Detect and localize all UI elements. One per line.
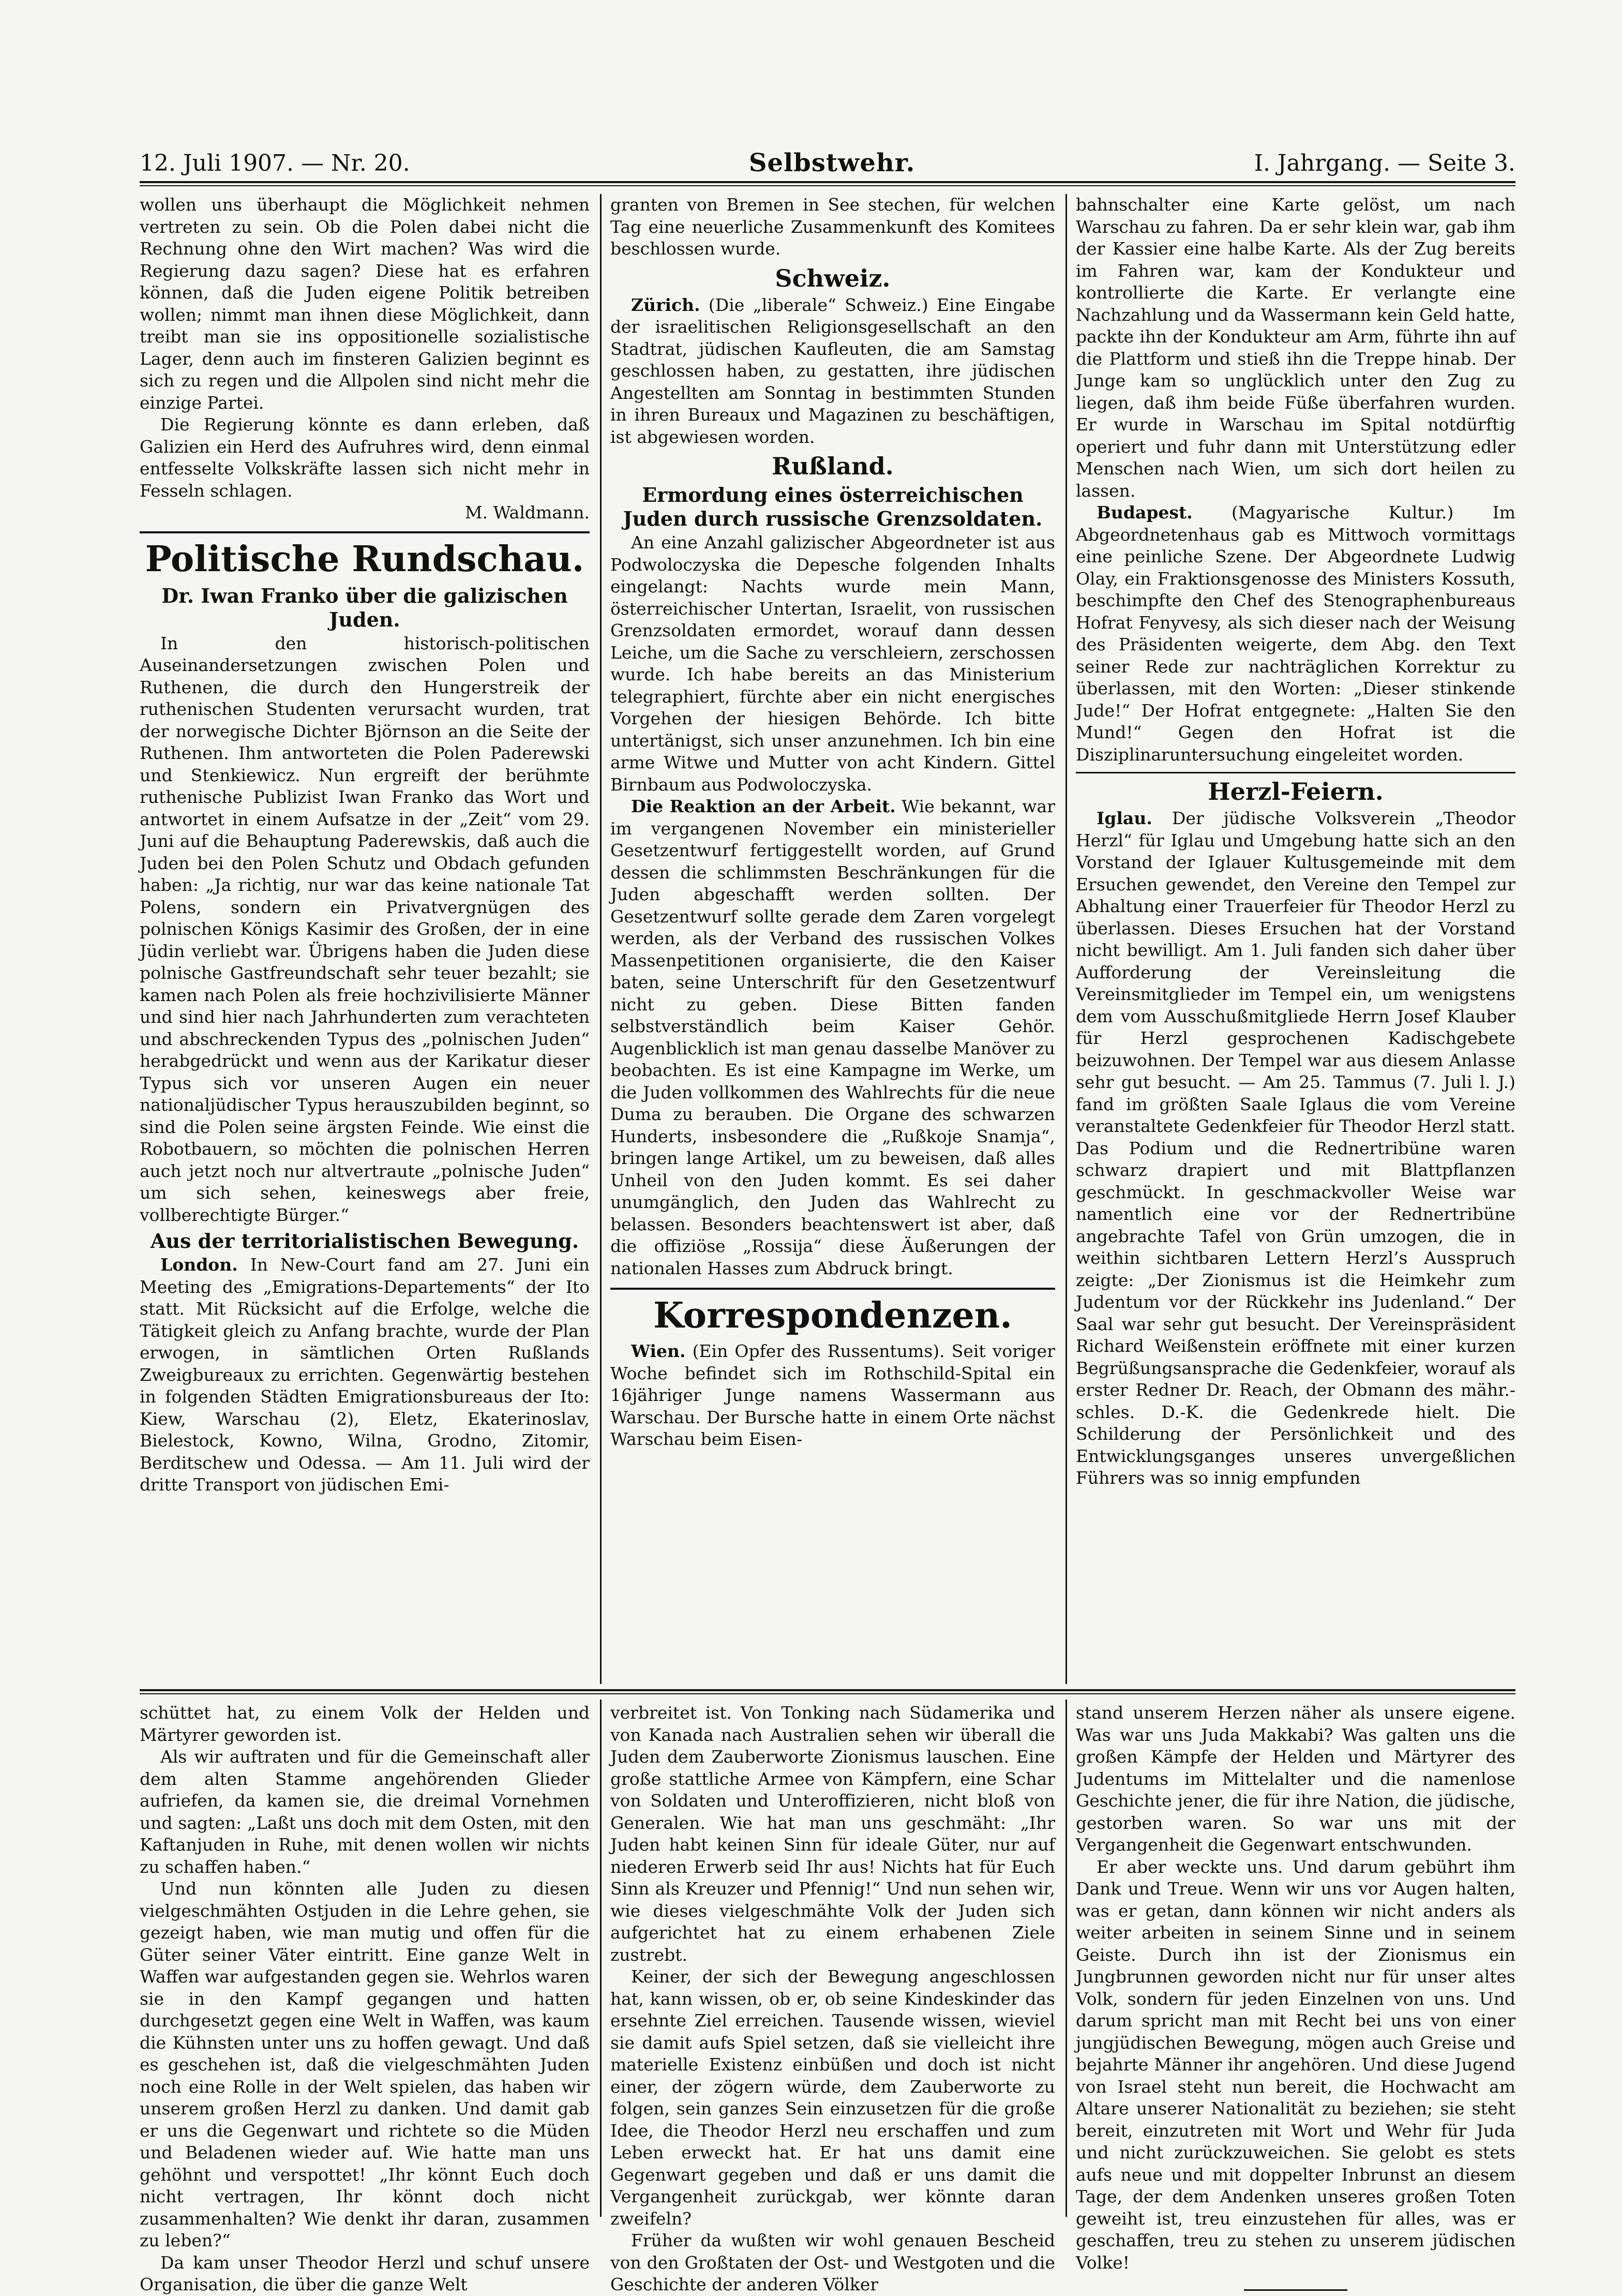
paragraph: granten von Bremen in See stechen, für welchen Tag eine neuerliche Zusammenkunft des Komitees beschlossen wurde.	[610, 195, 1055, 259]
article-text: Wie bekannt, war im vergangenen November ein ministerieller Gesetzentwurf fertiggestellt worden, auf Grund dessen die schlimmsten Beschränkungen für die Juden abgeschafft werden sollten. Der Gesetzentwurf sollte gerade dem Zaren vorgelegt werden, als der Verband des russischen Volkes Massenpetitionen organisierte, die den Kaiser baten, seine Unterschrift für den Gesetzentwurf nicht zu geben. Diese Bitten fanden selbstverständlich beim Kaiser Gehör. Augenblicklich ist man genau dasselbe Manöver zu beobachten. Es ist eine Kampagne im Werke, um die Juden vollkommen des Wahlrechts für die neue Duma zu berauben. Die Organe des schwarzen Hunderts, insbesondere die „Rußkoje Snamja“, bringen lange Artikel, um zu beweisen, daß alles Unheil von den Juden kommt. Es sei daher unumgänglich, den Juden das Wahlrecht zu belassen. Besonders beachtenswert ist aber, daß die offiziöse „Rossija“ diese Äußerungen der nationalen Hasses zum Abdruck bringt.	[610, 796, 1056, 1278]
dateline: Budapest.	[1097, 502, 1193, 523]
article-heading: Aus der territorialistischen Bewegung.	[150, 1229, 579, 1253]
author-signature: M. Waldmann.	[464, 502, 590, 523]
paragraph: Früher da wußten wir wohl genauen Bescheid von den Großtaten der Ost- und Westgoten und die Geschichte der anderen Völker	[610, 2230, 1055, 2294]
horizontal-divider	[140, 1689, 1515, 1691]
newspaper-page	[140, 145, 1515, 2294]
dateline: Zürich.	[631, 294, 700, 315]
horizontal-divider-thin	[140, 1693, 1515, 1694]
paragraph: Da kam unser Theodor Herzl und schuf unsere Organisation, die über die ganze Welt	[140, 2252, 590, 2294]
column-divider	[600, 1699, 602, 2217]
dateline: Iglau.	[1097, 808, 1152, 828]
paragraph: An eine Anzahl galizischer Abgeordneter ist aus Podwoloczyska die Depesche folgenden Inhalts eingelangt: Nachts wurde mein Mann, österreichischer Untertan, Israelit, von russischen Grenzsoldaten ermordet, worauf dann dessen Leiche, um die Sache zu verschleiern, zerschossen wurde. Ich habe bereits an das Ministerium telegraphiert, fürchte aber ein nicht energisches Vorgehen der hiesigen Behörde. Ich bitte untertänigst, sich unser anzunehmen. Ich bin eine arme Witwe und Mutter von acht Kindern. Gittel Birnbaum aus Podwoloczyska.	[610, 532, 1055, 795]
bottom-column-1	[140, 1702, 590, 2294]
article-heading: Dr. Iwan Franko über die galizischen Juden.	[161, 584, 568, 631]
section-heading: Politische Rundschau.	[145, 538, 584, 580]
paragraph: Und nun könnten alle Juden zu diesen vielgeschmähten Ostjuden in die Lehre gehen, sie gezeigt haben, wie man mutig und offen für die Güter seiner Väter eintritt. Eine ganze Welt in Waffen war aufgestanden gegen sie. Wehrlos waren sie in den Kampf gegangen und hatten durchgesetzt gegen eine Welt in Waffen, was kaum die Kühnsten unter uns zu hoffen gewagt. Und daß es geschehen ist, daß die vielgeschmähten Juden noch eine Rolle in der Welt spielen, das haben wir unserem großen Herzl zu danken. Und damit gab er uns die Gegenwart und richtete so die Müden und Beladenen wieder auf. Wie hatte man uns gehöhnt und verspottet! „Ihr könnt Euch doch nicht vertragen, Ihr könnt doch nicht zusammenhalten? Wie denkt ihr daran, zusammen zu leben?“	[140, 1878, 590, 2250]
paragraph: schüttet hat, zu einem Volk der Helden und Märtyrer geworden ist.	[140, 1703, 590, 1745]
country-heading: Herzl-Feiern.	[1208, 778, 1384, 806]
bottom-column-3	[1076, 1702, 1515, 2273]
masthead-title: Selbstwehr.	[748, 148, 915, 177]
article-text: Der jüdische Volksverein „Theodor Herzl“ für Iglau und Umgebung hatte sich an den Vorstand der Iglauer Kultusgemeinde mit dem Ersuchen gewendet, den Vereine den Tempel zur Abhaltung einer Trauerfeier für Theodor Herzl zu überlassen. Dieses Ersuchen hat der Vorstand nicht bewilligt. Am 1. Juli fanden sich daher über Aufforderung der Vereinsleitung die Vereinsmitglieder im Tempel ein, um wenigstens dem vom Ausschußmitgliede Herrn Josef Klauber für Herzl gesprochenen Kadischgebete beizuwohnen. Der Tempel war aus diesem Anlasse sehr gut besucht. — Am 25. Tammus (7. Juli l. J.) fand im größten Saale Iglaus die vom Vereine veranstaltete Gedenkfeier für Theodor Herzl statt. Das Podium und die Rednertribüne waren schwarz drapiert und mit Blattpflanzen geschmückt. In geschmackvoller Weise war namentlich eine vor der Rednertribüne angebrachte Tafel von Grün umzogen, die in weithin sichtbaren Lettern Herzl’s Ausspruch zeigte: „Der Zionismus ist die Heimkehr zum Judentum vor der Rückkehr ins Judenland.“ Der Saal war sehr gut besucht. Der Vereinspräsident Richard Weißenstein eröffnete mit einer kurzen Begrüßungsansprache die Gedenkfeier, worauf als erster Redner Dr. Reach, der Obmann des mähr.-schles. D.-K. die Gedenkrede hielt. Die Schilderung der Persönlichkeit und des Entwicklungsganges unseres unvergeßlichen Führers was so innig empfunden	[1076, 808, 1515, 1488]
header-page-number: I. Jahrgang. — Seite 3.	[1254, 150, 1515, 176]
article-text: (Die „liberale“ Schweiz.) Eine Eingabe der israelitischen Religionsgesellschaft an den Stadtrat, jüdischen Kaufleuten, die am Samstag geschlossen haben, zu gestatten, ihre jüdischen Angestellten am Sonntag in bestimmten Stunden in ihren Bureaux und Magazinen zu beschäftigen, ist abgewiesen worden.	[610, 294, 1055, 447]
end-of-article-rule	[1244, 2289, 1347, 2291]
dateline: Die Reaktion an der Arbeit.	[631, 796, 896, 816]
header-date: 12. Juli 1907. — Nr. 20.	[140, 150, 410, 176]
paragraph: Als wir auftraten und für die Gemeinschaft aller dem alten Stamme angehörenden Glieder aufriefen, da kamen sie, die dreimal Vornehmen und sagten: „Laßt uns doch mit dem Osten, mit den Kaftanjuden in Ruhe, mit denen wollen wir nichts zu schaffen haben.“	[140, 1747, 590, 1877]
paragraph: Er aber weckte uns. Und darum gebührt ihm Dank und Treue. Wenn wir uns vor Augen halten, was er getan, dann können wir nicht anders als weiter arbeiten in seinem Sinne und in seinem Geiste. Durch ihn ist der Zionismus ein Jungbrunnen geworden nicht nur für unser altes Volk, sondern für jeden Einzelnen von uns. Und darum spricht man mit Recht bei uns von einer jungjüdischen Bewegung, mögen auch Greise und bejahrte Männer ihr angehören. Und diese Jugend von Israel steht nun bereit, die Hochwacht am Altare unserer Nationalität zu beziehen; sie steht bereit, einzutreten mit Wort und Wehr für Juda und nicht zurückzuweichen. Sie gelobt es stets aufs neue und mit doppelter Inbrunst an diesem Tage, der dem Andenken unseres großen Toten geweiht ist, treu einzustehen für alles, was er geschaffen, treu zu stehen zu unserem jüdischen Volke!	[1076, 1856, 1515, 2273]
article-text: (Ein Opfer des Russentums). Seit voriger Woche befindet sich im Rothschild-Spital ein 16jähriger Junge namens Wassermann aus Warschau. Der Bursche hatte in einem Orte nächst Warschau beim Eisen-	[610, 1341, 1055, 1449]
country-heading: Rußland.	[772, 452, 894, 480]
section-heading: Korrespondenzen.	[653, 1295, 1012, 1336]
article-text: (Magyarische Kultur.) Im Abgeordnetenhaus gab es Mittwoch vormittags eine peinliche Szene. Der Abgeordnete Ludwig Olay, ein Fraktionsgenosse des Ministers Kossuth, beschimpfte den Chef des Stenographenbureaus Hofrat Fenyvesy, als sich dieser nach der Weisung des Präsidenten weigerte, dem Abg. den Text seiner Rede zur nachträglichen Korrektur zu überlassen, mit den Worten: „Dieser stinkende Jude!“ Der Hofrat entgegnete: „Halten Sie den Mund!“ Gegen den Hofrat ist die Disziplinaruntersuchung eingeleitet worden.	[1076, 502, 1515, 765]
top-column-1	[140, 194, 590, 1681]
paragraph: verbreitet ist. Von Tonking nach Südamerika und von Kanada nach Australien sehen wir überall die Juden dem Zauberworte Zionismus lauschen. Eine große stattliche Armee von Kämpfern, eine Schar von Soldaten und Unteroffizieren, nicht bloß von Generalen. Wie hat man uns geschmäht: „Ihr Juden habt keinen Sinn für ideale Güter, nur auf niederen Erwerb seid Ihr aus! Nichts hat für Euch Sinn als Kreuzer und Pfennig!“ Und nun sehen wir, wie dieses vielgeschmähte Volk der Juden sich aufgerichtet hat zu einem erhabenen Ziele zustrebt.	[610, 1703, 1055, 1965]
top-column-2	[610, 194, 1055, 1681]
column-divider	[1065, 194, 1067, 1684]
article-heading: Ermordung eines österreichischen Juden durch russische Grenzsoldaten.	[623, 483, 1043, 530]
column-divider	[600, 194, 602, 1684]
header-rule-thin	[140, 185, 1515, 186]
section-rule	[1076, 772, 1515, 773]
dateline: London.	[160, 1255, 238, 1275]
paragraph: In den historisch-politischen Auseinandersetzungen zwischen Polen und Ruthenen, die durch den Hungerstreik der ruthenischen Studenten verursacht wurden, trat der norwegische Dichter Björnson an die Seite der Ruthenen. Ihm antworteten die Polen Paderewski und Stenkiewicz. Nun ergreift der berühmte ruthenische Publizist Iwan Franko das Wort und antwortet in einem Aufsatze in der „Zeit“ vom 29. Juni auf die Behauptung Paderewskis, daß auch die Juden bei den Polen Schutz und Obdach gefunden haben: „Ja richtig, nur war das keine nationale Tat Polens, sondern ein Privatvergnügen des polnischen Königs Kasimir des Großen, der in eine Jüdin verliebt war. Übrigens haben die Juden diese polnische Gastfreundschaft sehr teuer bezahlt; sie kamen nach Polen als freie hochzivilisierte Männer und sind hier nach Jahrhunderten zum verachteten und abschreckenden Typus des „polnischen Juden“ herabgedrückt und wenn aus der Karikatur dieser Typus sich vor unseren Augen ein neuer nationaljüdischer Typus herauszubilden beginnt, so sind die Polen seine ärgsten Feinde. Wie einst die Robotbauern, so möchten die polnischen Herren auch jetzt noch nur altvertraute „polnische Juden“ um sich sehen, keineswegs aber freie, vollberechtigte Bürger.“	[140, 633, 590, 1225]
top-column-3	[1076, 194, 1515, 1681]
dateline: Wien.	[631, 1341, 686, 1361]
country-heading: Schweiz.	[775, 264, 891, 292]
page-header	[140, 145, 1515, 181]
paragraph: bahnschalter eine Karte gelöst, um nach Warschau zu fahren. Da er sehr klein war, gab ihm der Kassier eine halbe Karte. Als der Zug bereits im Fahren war, kam der Kondukteur und kontrollierte die Karte. Er verlangte eine Nachzahlung und da Wassermann kein Geld hatte, packte ihn der Kondukteur am Arm, führte ihn auf die Plattform und stieß ihn die Treppe hinab. Der Junge kam so unglücklich unter den Zug zu liegen, daß ihm beide Füße überfahren wurden. Er wurde in Warschau im Spital notdürftig operiert und fuhr dann mit Unterstützung edler Menschen nach Wien, um sich dort heilen zu lassen.	[1076, 195, 1515, 501]
paragraph: Keiner, der sich der Bewegung angeschlossen hat, kann wissen, ob er, ob seine Kindeskinder das ersehnte Ziel erreichen. Tausende wissen, wieviel sie damit aufs Spiel setzen, daß sie vielleicht ihre materielle Existenz einbüßen und doch ist nicht einer, der zögern würde, dem Zauberworte zu folgen, sein ganzes Sein einzusetzen für die große Idee, die Theodor Herzl neu erschaffen und zum Leben erweckt hat. Er hat uns damit eine Gegenwart gegeben und daß er uns damit die Vergangenheit zurückgab, wer könnte daran zweifeln?	[610, 1966, 1055, 2229]
paragraph: Die Regierung könnte es dann erleben, daß Galizien ein Herd des Aufruhres wird, denn einmal entfesselte Volkskräfte lassen sich nicht mehr in Fesseln schlagen.	[140, 414, 590, 501]
column-divider	[1065, 1699, 1067, 2217]
paragraph: wollen uns überhaupt die Möglichkeit nehmen vertreten zu sein. Ob die Polen dabei nicht die Rechnung ohne den Wirt machen? Was wird die Regierung dazu sagen? Diese hat es erfahren können, daß die Juden eigene Politik betreiben wollen; nimmt man ihnen diese Möglichkeit, dann treibt man sie ins oppositionelle sozialistische Lager, denn auch im finsteren Galizien beginnt es sich zu regen und die Allpolen sind nicht mehr die einzige Partei.	[140, 195, 590, 413]
header-rule	[140, 181, 1515, 183]
section-rule	[610, 1288, 1055, 1290]
article-text: In New-Court fand am 27. Juni ein Meeting des „Emigrations-Departements“ der Ito statt. Mit Rücksicht auf die Erfolge, welche die Tätigkeit gleich zu Anfang brachte, wurde der Plan erwogen, in sämtlichen Orten Rußlands Zweigbureaux zu errichten. Gegenwärtig bestehen in folgenden Städten Emigrationsbureaus der Ito: Kiew, Warschau (2), Eletz, Ekaterinoslav, Bielestock, Kowno, Wilna, Grodno, Zitomir, Berditschew und Odessa. — Am 11. Juli wird der dritte Transport von jüdischen Emi-	[140, 1255, 590, 1495]
paragraph: stand unserem Herzen näher als unsere eigene. Was war uns Juda Makkabi? Was galten uns die großen Kämpfe der Helden und Märtyrer des Judentums im Mittelalter und die namenlose Geschichte jener, die für ihre Nation, die jüdische, gestorben waren. So war uns mit der Vergangenheit die Gegenwart entschwunden.	[1076, 1703, 1515, 1855]
bottom-column-2	[610, 1702, 1055, 2294]
section-rule	[140, 531, 590, 533]
